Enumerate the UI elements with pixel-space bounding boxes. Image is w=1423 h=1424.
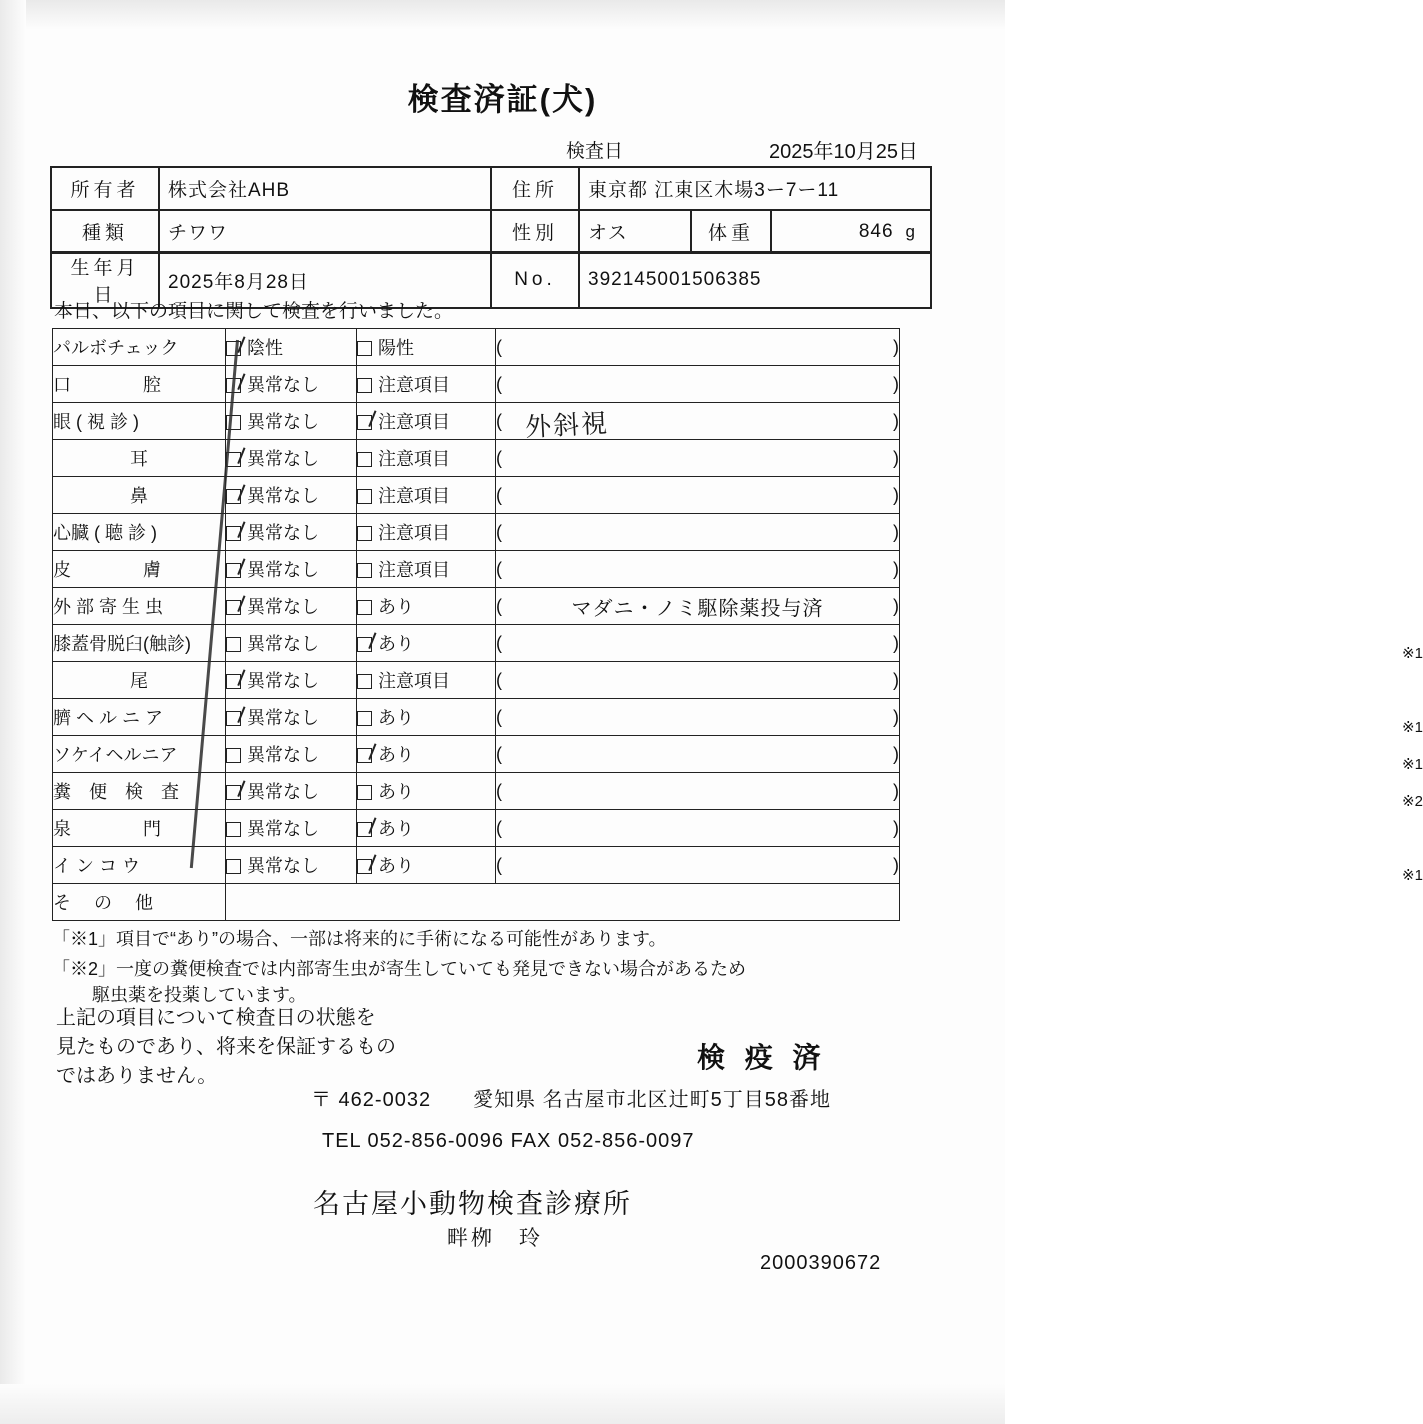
checkbox-option-opt2[interactable] <box>357 440 496 477</box>
checklist-remarks-field[interactable] <box>496 847 1423 884</box>
checkbox-option-opt2[interactable] <box>357 810 496 847</box>
checkbox-icon[interactable] <box>357 637 372 652</box>
breed-info-table <box>50 209 932 254</box>
open-paren: ( <box>496 817 502 838</box>
checkbox-label: 注意項目 <box>378 560 450 580</box>
checkbox-label: 異常なし <box>247 782 319 802</box>
open-paren: ( <box>496 410 502 431</box>
checklist-remarks-field[interactable] <box>496 699 1423 736</box>
checklist-row <box>53 551 900 588</box>
checklist-item-label <box>53 440 226 477</box>
checkbox-icon[interactable] <box>357 748 372 763</box>
checkbox-label: 異常なし <box>247 449 319 469</box>
owner-info-table <box>50 166 932 211</box>
open-paren: ( <box>496 743 502 764</box>
close-paren: ) <box>893 817 899 838</box>
checkbox-label: 注意項目 <box>378 486 450 506</box>
checklist-item-text: ソケイヘルニア <box>53 745 178 765</box>
open-paren: ( <box>496 669 502 690</box>
checkbox-option-opt2[interactable] <box>357 699 496 736</box>
checkbox-option-opt2[interactable] <box>357 403 496 440</box>
examination-checklist <box>52 328 1423 921</box>
close-paren: ) <box>893 632 899 653</box>
checklist-item-label <box>53 329 226 366</box>
checkbox-icon[interactable] <box>357 341 372 356</box>
checklist-item-text: 眼 ( 視 診 ) <box>53 412 139 432</box>
close-paren: ) <box>893 484 899 505</box>
checkbox-icon[interactable] <box>226 711 241 726</box>
checkbox-icon[interactable] <box>226 526 241 541</box>
checklist-item-label <box>53 884 226 921</box>
checklist-row <box>53 329 900 366</box>
checkbox-option-opt2[interactable] <box>357 847 496 884</box>
checkbox-option-opt1[interactable] <box>226 477 357 514</box>
footnote-2-cont: 駆虫薬を投薬しています。 <box>92 985 307 1005</box>
checkbox-option-opt2[interactable] <box>357 662 496 699</box>
checklist-item-label <box>53 514 226 551</box>
quarantine-stamp: 検 疫 済 <box>697 1042 827 1073</box>
checklist-item-text: パルボチェック <box>53 338 179 358</box>
weight-cell <box>771 210 931 253</box>
address-label: 住所 <box>491 167 579 210</box>
checklist-item-label <box>53 810 226 847</box>
checkbox-option-opt2[interactable] <box>357 329 496 366</box>
close-paren: ) <box>893 780 899 801</box>
checklist-remarks-field[interactable] <box>496 477 900 514</box>
close-paren: ) <box>893 373 899 394</box>
open-paren: ( <box>496 706 502 727</box>
checkbox-icon[interactable] <box>226 785 241 800</box>
checklist-remarks-field[interactable] <box>496 662 900 699</box>
checkbox-icon[interactable] <box>357 822 372 837</box>
checklist-row <box>53 699 900 736</box>
table-row <box>51 210 931 253</box>
open-paren: ( <box>496 558 502 579</box>
checkbox-label: 異常なし <box>247 523 319 543</box>
checkbox-icon[interactable] <box>357 859 372 874</box>
checklist-item-label <box>53 551 226 588</box>
close-paren: ) <box>893 336 899 357</box>
checkbox-label: 陽性 <box>378 338 414 358</box>
remarks-text: マダニ・ノミ駆除薬投与済 <box>571 597 824 620</box>
checkbox-label: 異常なし <box>247 560 319 580</box>
footnote-marker: ※1 <box>1402 718 1423 736</box>
footnote-marker: ※1 <box>1402 755 1423 773</box>
checkbox-option-opt1[interactable] <box>226 736 357 773</box>
checkbox-option-opt2[interactable] <box>357 588 496 625</box>
owner-label: 所有者 <box>51 167 159 210</box>
checklist-item-text: 膝蓋骨脱臼(触診) <box>53 634 191 654</box>
weight-unit: g <box>905 221 916 241</box>
footnote-2: 「※2」一度の糞便検査では内部寄生虫が寄生していても発見できない場合があるため <box>52 959 747 979</box>
checklist-item-label <box>53 403 226 440</box>
checklist-remarks-field[interactable] <box>496 588 900 625</box>
checklist-row <box>53 662 900 699</box>
checkbox-label: 異常なし <box>247 634 319 654</box>
checklist-row <box>53 884 900 921</box>
checklist-row <box>53 366 900 403</box>
doctor-name: 畔栁 玲 <box>447 1227 543 1250</box>
checklist-item-label <box>53 477 226 514</box>
checkbox-option-opt2[interactable] <box>357 551 496 588</box>
breed-label: 種類 <box>51 210 159 253</box>
checklist-row <box>53 403 900 440</box>
footnote-1: 「※1」項目で“あり”の場合、一部は将来的に手術になる可能性があります。 <box>52 929 667 949</box>
checkbox-label: 注意項目 <box>378 523 450 543</box>
birthdate-label: 生年月日 <box>51 252 159 308</box>
open-paren: ( <box>496 336 502 357</box>
handwritten-eye-note: 外斜視 <box>524 408 610 444</box>
checklist-remarks-field[interactable] <box>496 625 1423 662</box>
checkbox-option-opt1[interactable] <box>226 588 357 625</box>
checkbox-label: あり <box>378 819 414 839</box>
checklist-item-text: 耳 <box>130 449 148 469</box>
close-paren: ) <box>893 706 899 727</box>
open-paren: ( <box>496 595 502 616</box>
checkbox-label: 異常なし <box>247 597 319 617</box>
checkbox-label: 異常なし <box>247 486 319 506</box>
checklist-other-blank <box>226 884 900 921</box>
checkbox-option-opt1[interactable] <box>226 366 357 403</box>
sex-value: オス <box>579 210 691 253</box>
scan-shadow-bottom <box>0 1384 1005 1424</box>
checkbox-option-opt2[interactable] <box>357 366 496 403</box>
checkbox-icon[interactable] <box>226 674 241 689</box>
open-paren: ( <box>496 521 502 542</box>
checkbox-option-opt1[interactable] <box>226 440 357 477</box>
checkbox-option-opt1[interactable] <box>226 625 357 662</box>
breed-value: チワワ <box>159 210 491 253</box>
checklist-item-text: そ の 他 <box>53 893 154 913</box>
checklist-remarks-field[interactable] <box>496 440 900 477</box>
checklist-row <box>53 847 900 884</box>
checkbox-label: 注意項目 <box>378 449 450 469</box>
checkbox-option-opt1[interactable] <box>226 847 357 884</box>
checkbox-label: 注意項目 <box>378 671 450 691</box>
birthdate-value: 2025年8月28日 <box>159 252 491 308</box>
checklist-row <box>53 736 900 773</box>
scan-shadow-top <box>0 0 1005 30</box>
close-paren: ) <box>893 410 899 431</box>
close-paren: ) <box>893 558 899 579</box>
page-title: 検査済証(犬) <box>407 82 598 117</box>
checklist-item-label <box>53 625 226 662</box>
disclaimer-line-1: 上記の項目について検査日の状態を <box>56 1007 376 1029</box>
checklist-item-text: 臍 ヘ ル ニ ア <box>53 708 164 728</box>
checklist-remarks-field[interactable] <box>496 551 900 588</box>
close-paren: ) <box>893 854 899 875</box>
checklist-item-text: 泉 門 <box>53 819 161 839</box>
checklist-item-label <box>53 588 226 625</box>
checkbox-icon[interactable] <box>357 711 372 726</box>
checklist-row <box>53 588 900 625</box>
checklist-item-text: 外 部 寄 生 虫 <box>53 597 164 617</box>
checkbox-label: あり <box>378 745 414 765</box>
checklist-row <box>53 773 900 810</box>
exam-date-label: 検査日 <box>566 141 624 162</box>
checkbox-icon[interactable] <box>357 674 372 689</box>
registration-no-value: 392145001506385 <box>579 252 931 308</box>
weight-label: 体重 <box>691 210 771 253</box>
checkbox-icon[interactable] <box>226 859 241 874</box>
checkbox-option-opt1[interactable] <box>226 403 357 440</box>
clinic-address: 〒 462-0032 愛知県 名古屋市北区辻町5丁目58番地 <box>311 1089 832 1111</box>
checklist-row <box>53 440 900 477</box>
checkbox-label: 異常なし <box>247 745 319 765</box>
scan-shadow-left <box>0 0 26 1424</box>
checkbox-label: あり <box>378 782 414 802</box>
serial-number: 2000390672 <box>760 1252 882 1274</box>
checklist-remarks-field[interactable] <box>496 329 900 366</box>
checkbox-label: 異常なし <box>247 708 319 728</box>
checkbox-label: 異常なし <box>247 819 319 839</box>
checklist-item-text: イ ン コ ウ <box>53 856 141 876</box>
checklist-item-text: 鼻 <box>130 486 148 506</box>
checklist-remarks-field[interactable] <box>496 736 1423 773</box>
checkbox-icon[interactable] <box>357 378 372 393</box>
checkbox-option-opt2[interactable] <box>357 625 496 662</box>
registration-no-label: No. <box>491 252 579 308</box>
weight-value: 846 <box>858 220 894 242</box>
footnote-marker: ※2 <box>1402 792 1423 810</box>
checkbox-label: あり <box>378 856 414 876</box>
close-paren: ) <box>893 447 899 468</box>
checkbox-icon[interactable] <box>226 563 241 578</box>
close-paren: ) <box>893 595 899 616</box>
sex-label: 性別 <box>491 210 579 253</box>
exam-notice: 本日、以下の項目に関して検査を行いました。 <box>54 301 454 322</box>
clinic-name: 名古屋小動物検査診療所 <box>313 1189 632 1219</box>
checklist-item-text: 口 腔 <box>53 375 161 395</box>
close-paren: ) <box>893 521 899 542</box>
checklist-item-label <box>53 366 226 403</box>
checkbox-label: あり <box>378 634 414 654</box>
checkbox-label: あり <box>378 708 414 728</box>
checkbox-label: あり <box>378 597 414 617</box>
checkbox-icon[interactable] <box>357 489 372 504</box>
checkbox-icon[interactable] <box>357 785 372 800</box>
checkbox-icon[interactable] <box>357 452 372 467</box>
checkbox-option-opt2[interactable] <box>357 736 496 773</box>
checkbox-label: 異常なし <box>247 412 319 432</box>
checklist-item-text: 糞 便 検 査 <box>53 782 179 802</box>
checkbox-icon[interactable] <box>357 563 372 578</box>
checklist-remarks-field[interactable] <box>496 514 900 551</box>
checklist-row <box>53 514 900 551</box>
checkbox-option-opt1[interactable] <box>226 662 357 699</box>
open-paren: ( <box>496 854 502 875</box>
checkbox-option-opt1[interactable] <box>226 773 357 810</box>
footnote-marker: ※1 <box>1402 866 1423 884</box>
checklist-row <box>53 810 900 847</box>
checklist-item-text: 尾 <box>130 671 148 691</box>
checkbox-icon[interactable] <box>357 526 372 541</box>
checklist-item-label <box>53 662 226 699</box>
checklist-row <box>53 625 900 662</box>
checklist-item-text: 心臓 ( 聴 診 ) <box>53 523 157 543</box>
checkbox-label: 陰性 <box>247 338 283 358</box>
disclaimer-line-3: ではありません。 <box>56 1065 218 1087</box>
checkbox-option-opt1[interactable] <box>226 551 357 588</box>
checkbox-option-opt2[interactable] <box>357 773 496 810</box>
footnote-marker: ※1 <box>1402 644 1423 662</box>
table-row <box>51 167 931 210</box>
checkbox-icon[interactable] <box>226 600 241 615</box>
checkbox-option-opt1[interactable] <box>226 699 357 736</box>
checkbox-option-opt2[interactable] <box>357 514 496 551</box>
exam-date-value: 2025年10月25日 <box>769 141 918 163</box>
disclaimer-text <box>56 1004 396 1091</box>
checkbox-icon[interactable] <box>226 637 241 652</box>
address-value: 東京都 江東区木場3ー7ー11 <box>579 167 931 210</box>
open-paren: ( <box>496 447 502 468</box>
close-paren: ) <box>893 743 899 764</box>
checklist-remarks-field[interactable] <box>496 810 900 847</box>
checkbox-label: 異常なし <box>247 856 319 876</box>
checkbox-label: 異常なし <box>247 671 319 691</box>
open-paren: ( <box>496 632 502 653</box>
checkbox-option-opt2[interactable] <box>357 477 496 514</box>
close-paren: ) <box>893 669 899 690</box>
checklist-item-text: 皮 膚 <box>53 560 161 580</box>
checkbox-label: 注意項目 <box>378 375 450 395</box>
checkbox-icon[interactable] <box>357 600 372 615</box>
checkbox-icon[interactable] <box>226 822 241 837</box>
checkbox-icon[interactable] <box>226 748 241 763</box>
checklist-item-label <box>53 847 226 884</box>
checkbox-icon[interactable] <box>226 489 241 504</box>
checklist-remarks-field[interactable] <box>496 773 1423 810</box>
checkbox-option-opt1[interactable] <box>226 810 357 847</box>
checklist-row <box>53 477 900 514</box>
clinic-telephone: TEL 052-856-0096 FAX 052-856-0097 <box>322 1130 695 1152</box>
checkbox-icon[interactable] <box>357 415 372 430</box>
checkbox-option-opt1[interactable] <box>226 329 357 366</box>
owner-value: 株式会社AHB <box>159 167 491 210</box>
open-paren: ( <box>496 484 502 505</box>
checkbox-label: 異常なし <box>247 375 319 395</box>
open-paren: ( <box>496 373 502 394</box>
checkbox-option-opt1[interactable] <box>226 514 357 551</box>
checklist-item-label <box>53 699 226 736</box>
checklist-remarks-field[interactable] <box>496 366 900 403</box>
open-paren: ( <box>496 780 502 801</box>
checkbox-label: 注意項目 <box>378 412 450 432</box>
disclaimer-line-2: 見たものであり、将来を保証するもの <box>56 1036 396 1058</box>
